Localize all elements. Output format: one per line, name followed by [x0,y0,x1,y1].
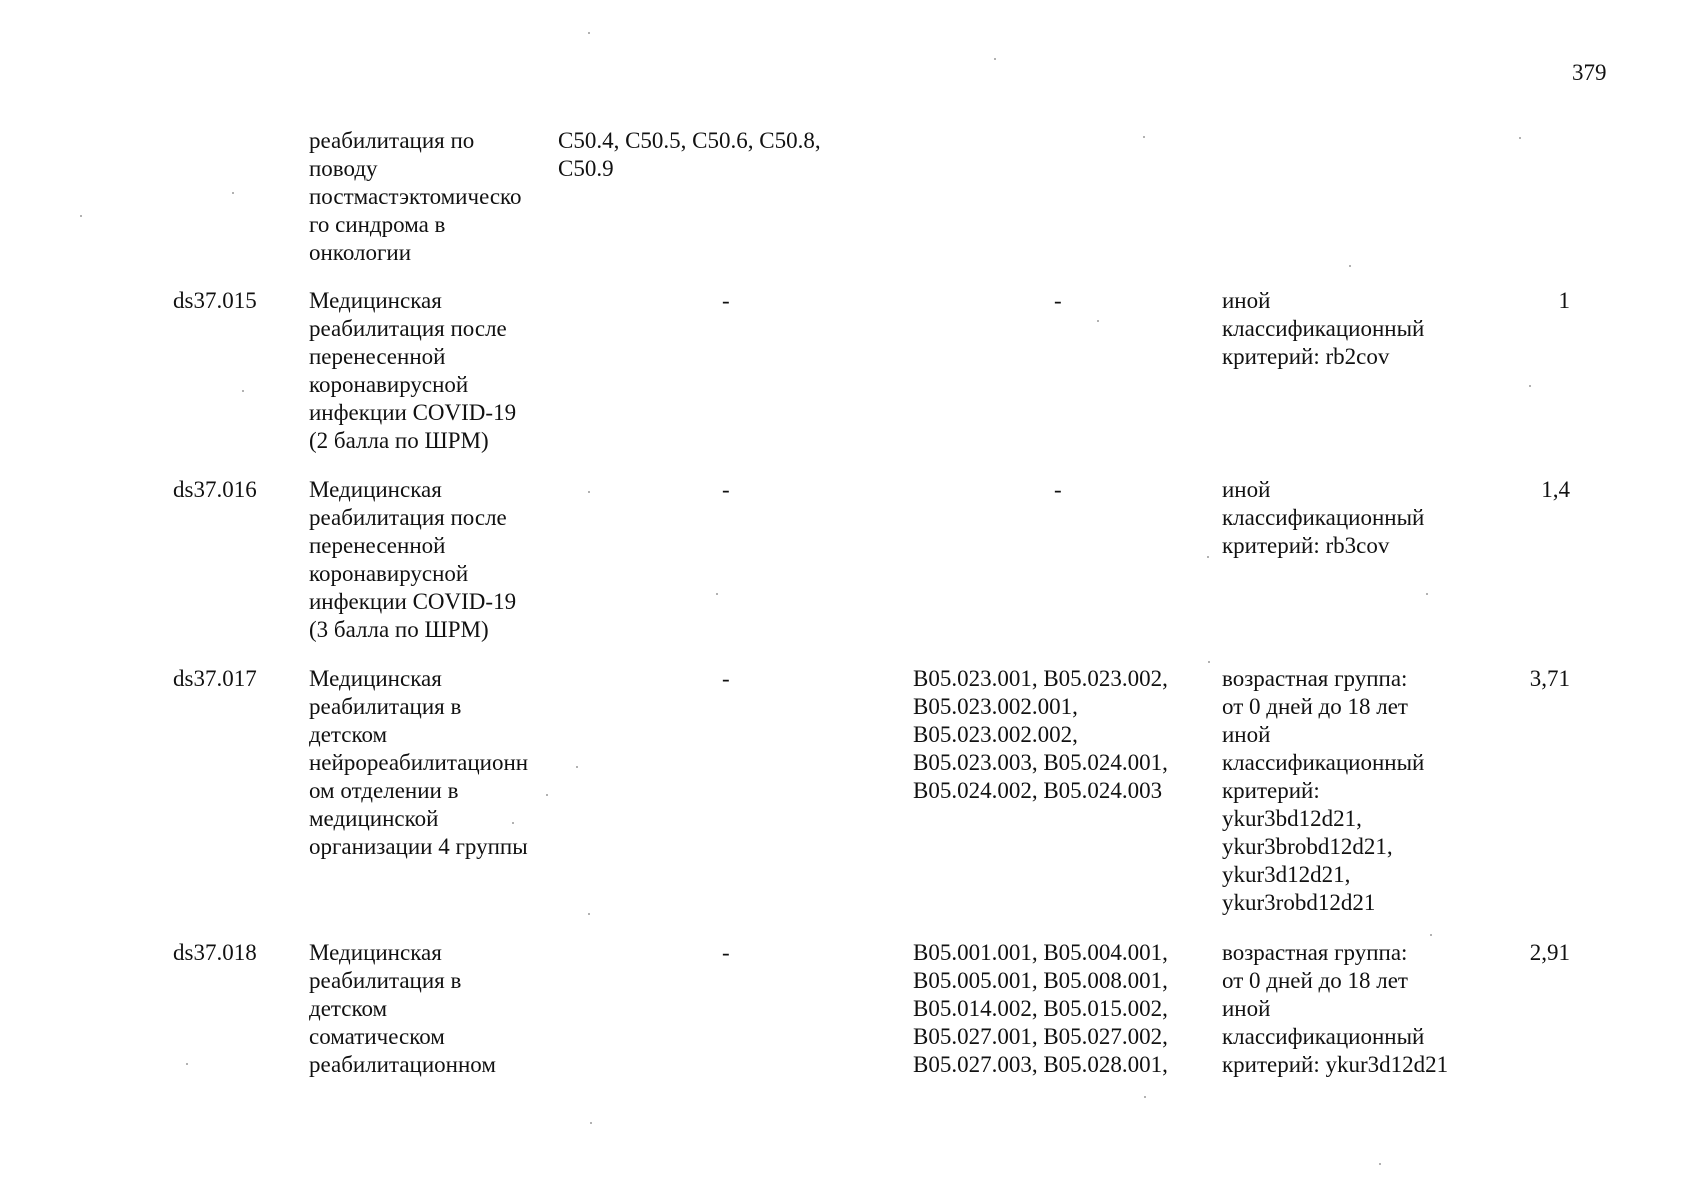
row-code: ds37.015 [173,288,257,313]
row-coefficient: 1,4 [1541,477,1570,502]
scan-speck [1144,1096,1146,1098]
row-coefficient: 1 [1558,288,1570,313]
row-name: Медицинская реабилитация после перенесенной коронавирусной инфекции COVID-19 (3 балла по ШРМ) [309,477,517,642]
row-diagnoses: C50.4, C50.5, C50.6, C50.8, C50.9 [558,128,821,181]
scan-speck [80,215,82,217]
scan-speck [1379,1163,1381,1165]
scan-speck [546,794,548,796]
scan-speck [588,491,590,493]
scan-speck [242,390,244,392]
scan-speck [186,1063,188,1065]
table-row [0,939,1698,1099]
row-diagnoses-dash: - [722,666,730,691]
row-name: Медицинская реабилитация в детском нейрореабилитационн ом отделении в медицинской организации 4 группы [309,666,529,859]
row-code: ds37.017 [173,666,257,691]
row-code: ds37.016 [173,477,257,502]
table-row [0,665,1698,939]
row-criteria: возрастная группа: от 0 дней до 18 лет иной классификационный критерий: ykur3d12d21 [1222,940,1449,1077]
row-name: Медицинская реабилитация в детском соматическом реабилитационном [309,940,496,1077]
scan-speck [576,766,578,768]
scan-speck [1430,934,1432,936]
scan-speck [1208,661,1210,663]
row-name: Медицинская реабилитация после перенесенной коронавирусной инфекции COVID-19 (2 балла по ШРМ) [309,288,517,453]
row-diagnoses-dash: - [722,288,730,313]
table-row [0,287,1698,476]
scan-speck [716,593,718,595]
table-row [0,127,1698,287]
scan-speck [1097,320,1099,322]
scan-speck [1143,136,1145,138]
scan-speck [994,58,996,60]
scan-speck [512,822,514,824]
scan-speck [590,1122,592,1124]
row-services-dash: - [1054,477,1062,502]
row-coefficient: 2,91 [1529,940,1570,965]
scan-speck [1426,593,1428,595]
row-criteria: иной классификационный критерий: rb2cov [1222,288,1425,369]
scan-speck [1529,385,1531,387]
row-coefficient: 3,71 [1529,666,1570,691]
row-services-dash: - [1054,288,1062,313]
scan-speck [1207,556,1209,558]
scan-speck [1349,265,1351,267]
page-number: 379 [1572,60,1607,85]
row-criteria: иной классификационный критерий: rb3cov [1222,477,1425,558]
scan-speck [1519,137,1521,139]
scan-speck [232,192,234,194]
row-criteria: возрастная группа: от 0 дней до 18 лет иной классификационный критерий: ykur3bd12d21, ykur3brobd12d21, ykur3d12d21, ykur3robd12d21 [1222,666,1425,915]
scan-speck [588,913,590,915]
row-diagnoses-dash: - [722,477,730,502]
tariff-table [0,127,1698,1099]
scan-speck [588,32,590,34]
row-code: ds37.018 [173,940,257,965]
row-services: B05.023.001, B05.023.002, B05.023.002.001, B05.023.002.002, B05.023.003, B05.024.001, B05.024.002, B05.024.003 [913,666,1168,803]
row-services: B05.001.001, B05.004.001, B05.005.001, B05.008.001, B05.014.002, B05.015.002, B05.027.001, B05.027.002, B05.027.003, B05.028.001, [913,940,1168,1077]
table-row [0,476,1698,665]
row-name: реабилитация по поводу постмастэктомическо го синдрома в онкологии [309,128,522,265]
row-diagnoses-dash: - [722,940,730,965]
